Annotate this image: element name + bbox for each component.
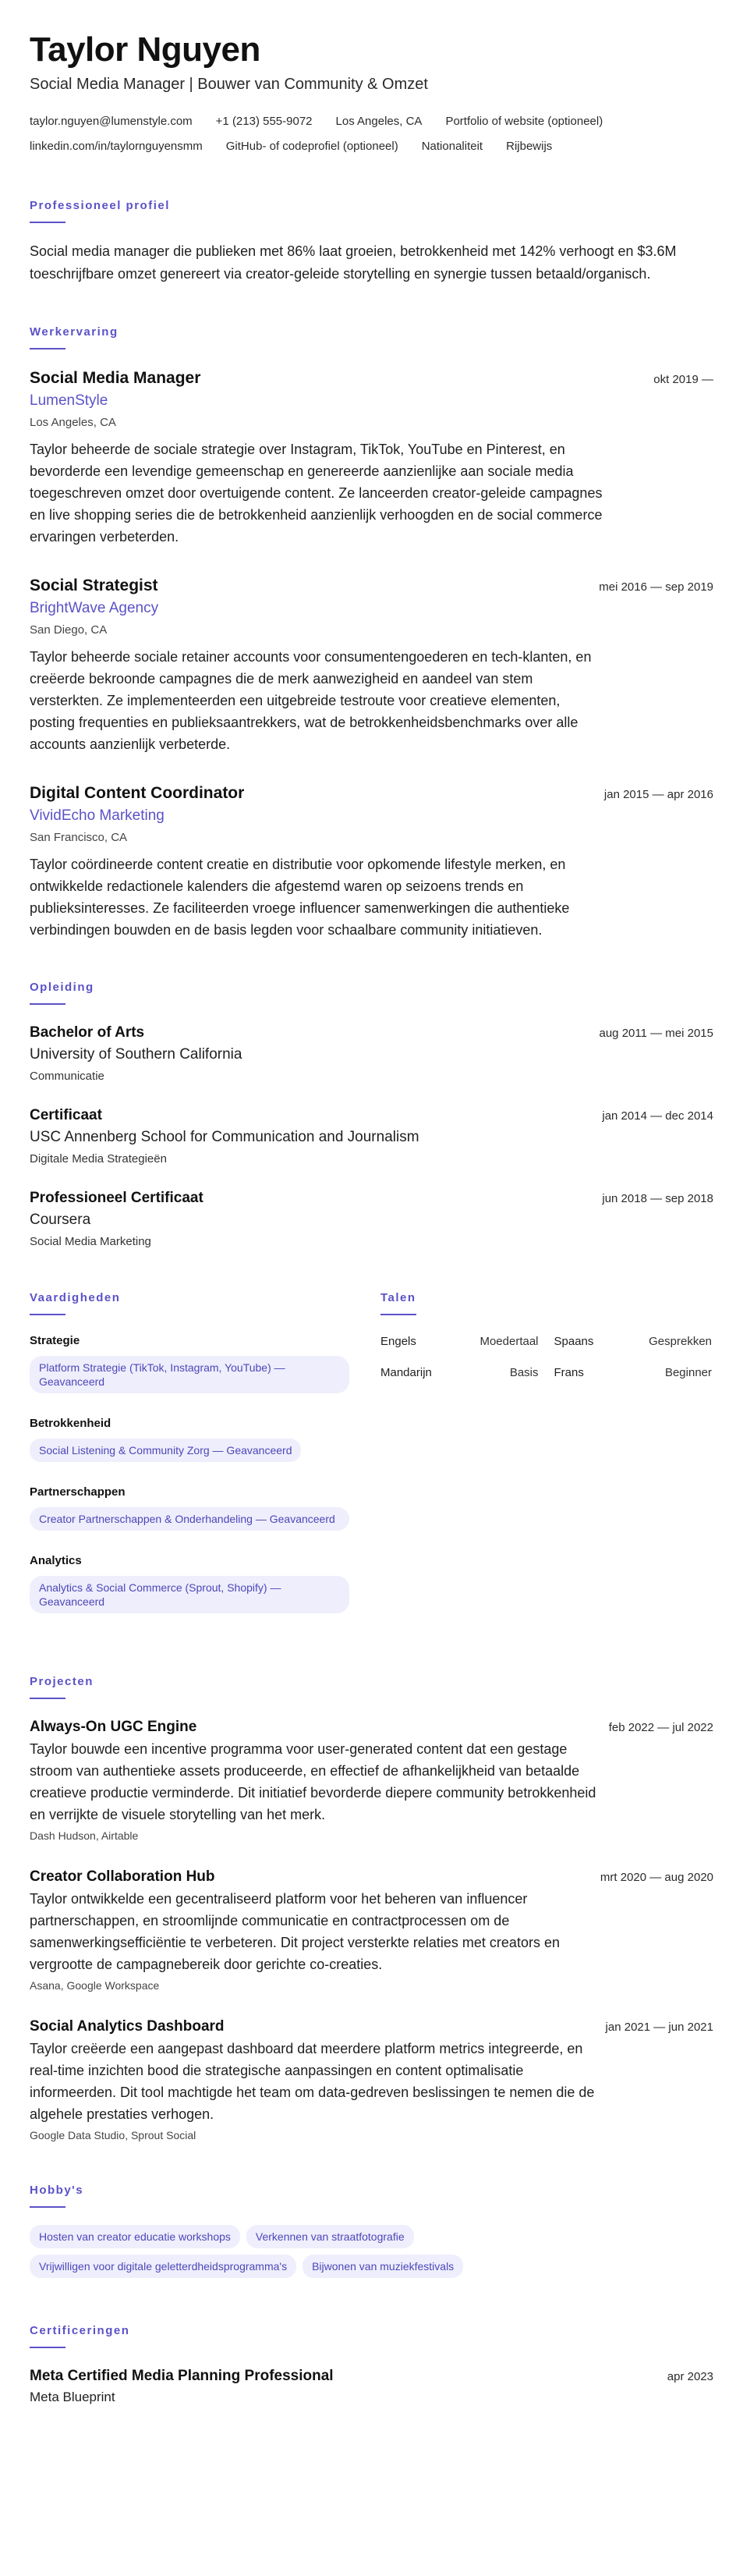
study-field: Digitale Media Strategieën — [30, 1152, 167, 1166]
experience-entry — [30, 574, 713, 755]
language-list — [380, 1332, 712, 1382]
degree-title: Bachelor of Arts — [30, 1024, 145, 1041]
projects-section — [30, 1674, 713, 2144]
education-dates: jan 2014 — dec 2014 — [602, 1109, 713, 1123]
job-company: VividEcho Marketing — [30, 807, 165, 824]
candidate-headline: Social Media Manager | Bouwer van Community & Omzet — [30, 76, 428, 93]
job-description: Taylor coördineerde content creatie en distributie voor opkomende lifestyle merken, en ontwikkelde redactionele kalenders die afgestemd waren op seizoens trends en publieksinteresses. Ze faciliteerden vroege influencer samenwerkingen die authentieke verbindingen bouwden en de basis legden voor schaalbare community initiatieven. — [30, 857, 570, 938]
study-field: Social Media Marketing — [30, 1235, 151, 1248]
skill-pill: Creator Partnerschappen & Onderhandeling — Geavanceerd — [30, 1507, 349, 1531]
education-entry — [30, 1022, 713, 1086]
project-tools: Asana, Google Workspace — [30, 1979, 160, 1992]
job-title: Digital Content Coordinator — [30, 784, 245, 802]
skills-section — [30, 1290, 357, 1635]
section-title: Professioneel profiel — [30, 199, 170, 212]
language-item — [380, 1332, 539, 1351]
language-item — [554, 1332, 713, 1351]
language-level: Gesprekken — [649, 1335, 712, 1348]
project-dates: mrt 2020 — aug 2020 — [600, 1871, 713, 1884]
section-divider — [380, 1314, 416, 1315]
job-dates: mei 2016 — sep 2019 — [599, 580, 713, 594]
school-name: Coursera — [30, 1212, 91, 1228]
skill-group — [30, 1552, 357, 1620]
job-company: BrightWave Agency — [30, 600, 159, 616]
job-location: Los Angeles, CA — [30, 416, 116, 429]
skills-languages-row — [30, 1290, 713, 1635]
language-level: Moedertaal — [479, 1335, 539, 1348]
contact-drivers-license: Rijbewijs — [506, 140, 553, 153]
section-title: Certificeringen — [30, 2324, 130, 2337]
job-dates: jan 2015 — apr 2016 — [603, 788, 713, 801]
section-title: Projecten — [30, 1675, 94, 1688]
education-section — [30, 980, 713, 1251]
language-name: Spaans — [554, 1335, 594, 1348]
certification-name: Meta Certified Media Planning Professional — [30, 2368, 334, 2384]
study-field: Communicatie — [30, 1070, 104, 1083]
hobby-pill: Vrijwilligen voor digitale geletterdheidsprogramma's — [30, 2255, 296, 2278]
education-dates: aug 2011 — mei 2015 — [599, 1027, 713, 1040]
language-level: Beginner — [664, 1366, 712, 1379]
experience-entry — [30, 367, 713, 548]
language-item — [554, 1364, 713, 1382]
hobbies-section — [30, 2183, 713, 2284]
education-entry — [30, 1105, 713, 1169]
section-title: Talen — [380, 1291, 416, 1304]
hobby-pill: Hosten van creator educatie workshops — [30, 2225, 240, 2248]
project-entry — [30, 1866, 713, 1994]
section-divider — [30, 1314, 65, 1315]
hobby-pill: Bijwonen van muziekfestivals — [303, 2255, 463, 2278]
language-name: Mandarijn — [380, 1366, 432, 1379]
skill-pill: Analytics & Social Commerce (Sprout, Shopify) — Geavanceerd — [30, 1576, 349, 1613]
hobby-list — [30, 2225, 575, 2284]
degree-title: Professioneel Certificaat — [30, 1190, 203, 1206]
experience-section — [30, 325, 713, 941]
contact-location: Los Angeles, CA — [335, 115, 423, 128]
certification-date: apr 2023 — [667, 2370, 713, 2383]
section-divider — [30, 1003, 65, 1005]
section-divider — [30, 348, 65, 349]
section-title: Hobby's — [30, 2184, 84, 2197]
job-location: San Francisco, CA — [30, 831, 128, 844]
skill-group — [30, 1415, 357, 1468]
skill-category: Betrokkenheid — [30, 1417, 111, 1430]
contact-linkedin: linkedin.com/in/taylornguyensmm — [30, 140, 203, 153]
job-location: San Diego, CA — [30, 623, 108, 637]
experience-entry — [30, 782, 713, 941]
section-divider — [30, 222, 65, 223]
job-title: Social Media Manager — [30, 369, 201, 387]
hobby-pill: Verkennen van straatfotografie — [246, 2225, 414, 2248]
project-description: Taylor creëerde een aangepast dashboard dat meerdere platform metrics integreerde, en real-time inzichten bood die strategische aanpassingen en content optimalisatie informeerden. Dit tool machtigde het team om data-gedreven beslissingen te nemen die de algehele prestaties verhogen. — [30, 2041, 595, 2122]
section-title: Werkervaring — [30, 325, 119, 339]
certification-entry — [30, 2365, 713, 2407]
skill-pill: Platform Strategie (TikTok, Instagram, YouTube) — Geavanceerd — [30, 1356, 349, 1393]
resume-header — [30, 30, 713, 159]
section-divider — [30, 1698, 65, 1699]
job-description: Taylor beheerde sociale retainer accounts voor consumentengoederen en tech-klanten, en creëerde bekroonde campagnes die de merk aanwezigheid en aandeel van stem versterkten. Ze implementeerden een uitgebreide testroute voor creatieve elementen, posting frequenties en publieksaantrekkers, wat de betrokkenheidsbenchmarks over alle accounts aanzienlijk verbeterde. — [30, 649, 592, 752]
project-entry — [30, 1716, 713, 1844]
language-item — [380, 1364, 539, 1382]
contact-github: GitHub- of codeprofiel (optioneel) — [225, 140, 398, 153]
skill-category: Partnerschappen — [30, 1485, 126, 1499]
project-description: Taylor bouwde een incentive programma voor user-generated content dat een gestage stroom van authentieke assets produceerde, en effectief de afhankelijkheid van betaalde creatieve productie verminderde. Dit initiatief bevorderde diepere community betrokkenheid en verrijkte de visuele storytelling van het merk. — [30, 1741, 596, 1822]
job-dates: okt 2019 — — [653, 373, 713, 386]
school-name: USC Annenberg School for Communication and Journalism — [30, 1129, 419, 1145]
summary-section — [30, 198, 713, 286]
project-dates: feb 2022 — jul 2022 — [608, 1721, 713, 1734]
section-title: Opleiding — [30, 981, 94, 994]
school-name: University of Southern California — [30, 1046, 242, 1063]
language-name: Engels — [380, 1335, 416, 1348]
education-dates: jun 2018 — sep 2018 — [602, 1192, 713, 1205]
project-description: Taylor ontwikkelde een gecentraliseerd platform voor het beheren van influencer partnerschappen, en stroomlijnde communicatie en contractprocessen om de samenwerkingsefficiëntie te verbeteren. Dit project versterkte relaties met creators en vergrootte de campagnebereik door gerichte co-creaties. — [30, 1891, 560, 1972]
summary-text: Social media manager die publieken met 86% laat groeien, betrokkenheid met 142% verhoogt en $3.6M toeschrijfbare omzet genereert via creator-geleide storytelling en synergie tussen betaald/organisch. — [30, 243, 677, 282]
contact-email: taylor.nguyen@lumenstyle.com — [30, 115, 193, 128]
skill-category: Strategie — [30, 1334, 80, 1347]
skill-group — [30, 1484, 357, 1537]
section-title: Vaardigheden — [30, 1291, 121, 1304]
certification-issuer: Meta Blueprint — [30, 2390, 115, 2404]
skill-group — [30, 1332, 357, 1400]
languages-section — [380, 1290, 712, 1635]
project-name: Creator Collaboration Hub — [30, 1868, 215, 1885]
job-title: Social Strategist — [30, 577, 158, 594]
education-entry — [30, 1187, 713, 1251]
contact-nationality: Nationaliteit — [421, 140, 483, 153]
project-name: Always-On UGC Engine — [30, 1719, 197, 1735]
project-tools: Google Data Studio, Sprout Social — [30, 2129, 196, 2141]
job-description: Taylor beheerde de sociale strategie over Instagram, TikTok, YouTube en Pinterest, en bevorderde een levendige gemeenschap en genereerde aanzienlijke aan sociale media toegeschreven omzet door overtuigende content. Ze lanceerden creator-geleide campagnes en live shopping series die de betrokkenheid aanzienlijk verhoogden en de social commerce ervaringen verbeterden. — [30, 442, 603, 545]
candidate-name: Taylor Nguyen — [30, 30, 260, 69]
job-company: LumenStyle — [30, 392, 108, 409]
degree-title: Certificaat — [30, 1107, 102, 1123]
language-level: Basis — [509, 1366, 539, 1379]
project-entry — [30, 2016, 713, 2144]
skill-category: Analytics — [30, 1554, 82, 1567]
project-tools: Dash Hudson, Airtable — [30, 1829, 139, 1842]
contact-phone: +1 (213) 555-9072 — [215, 115, 313, 128]
section-divider — [30, 2206, 65, 2208]
contact-list — [30, 109, 713, 159]
language-name: Frans — [554, 1366, 584, 1379]
project-dates: jan 2021 — jun 2021 — [605, 2021, 713, 2034]
certifications-section — [30, 2323, 713, 2407]
contact-portfolio: Portfolio of website (optioneel) — [445, 115, 603, 128]
skill-pill: Social Listening & Community Zorg — Geavanceerd — [30, 1439, 301, 1462]
section-divider — [30, 2347, 65, 2348]
project-name: Social Analytics Dashboard — [30, 2018, 225, 2035]
